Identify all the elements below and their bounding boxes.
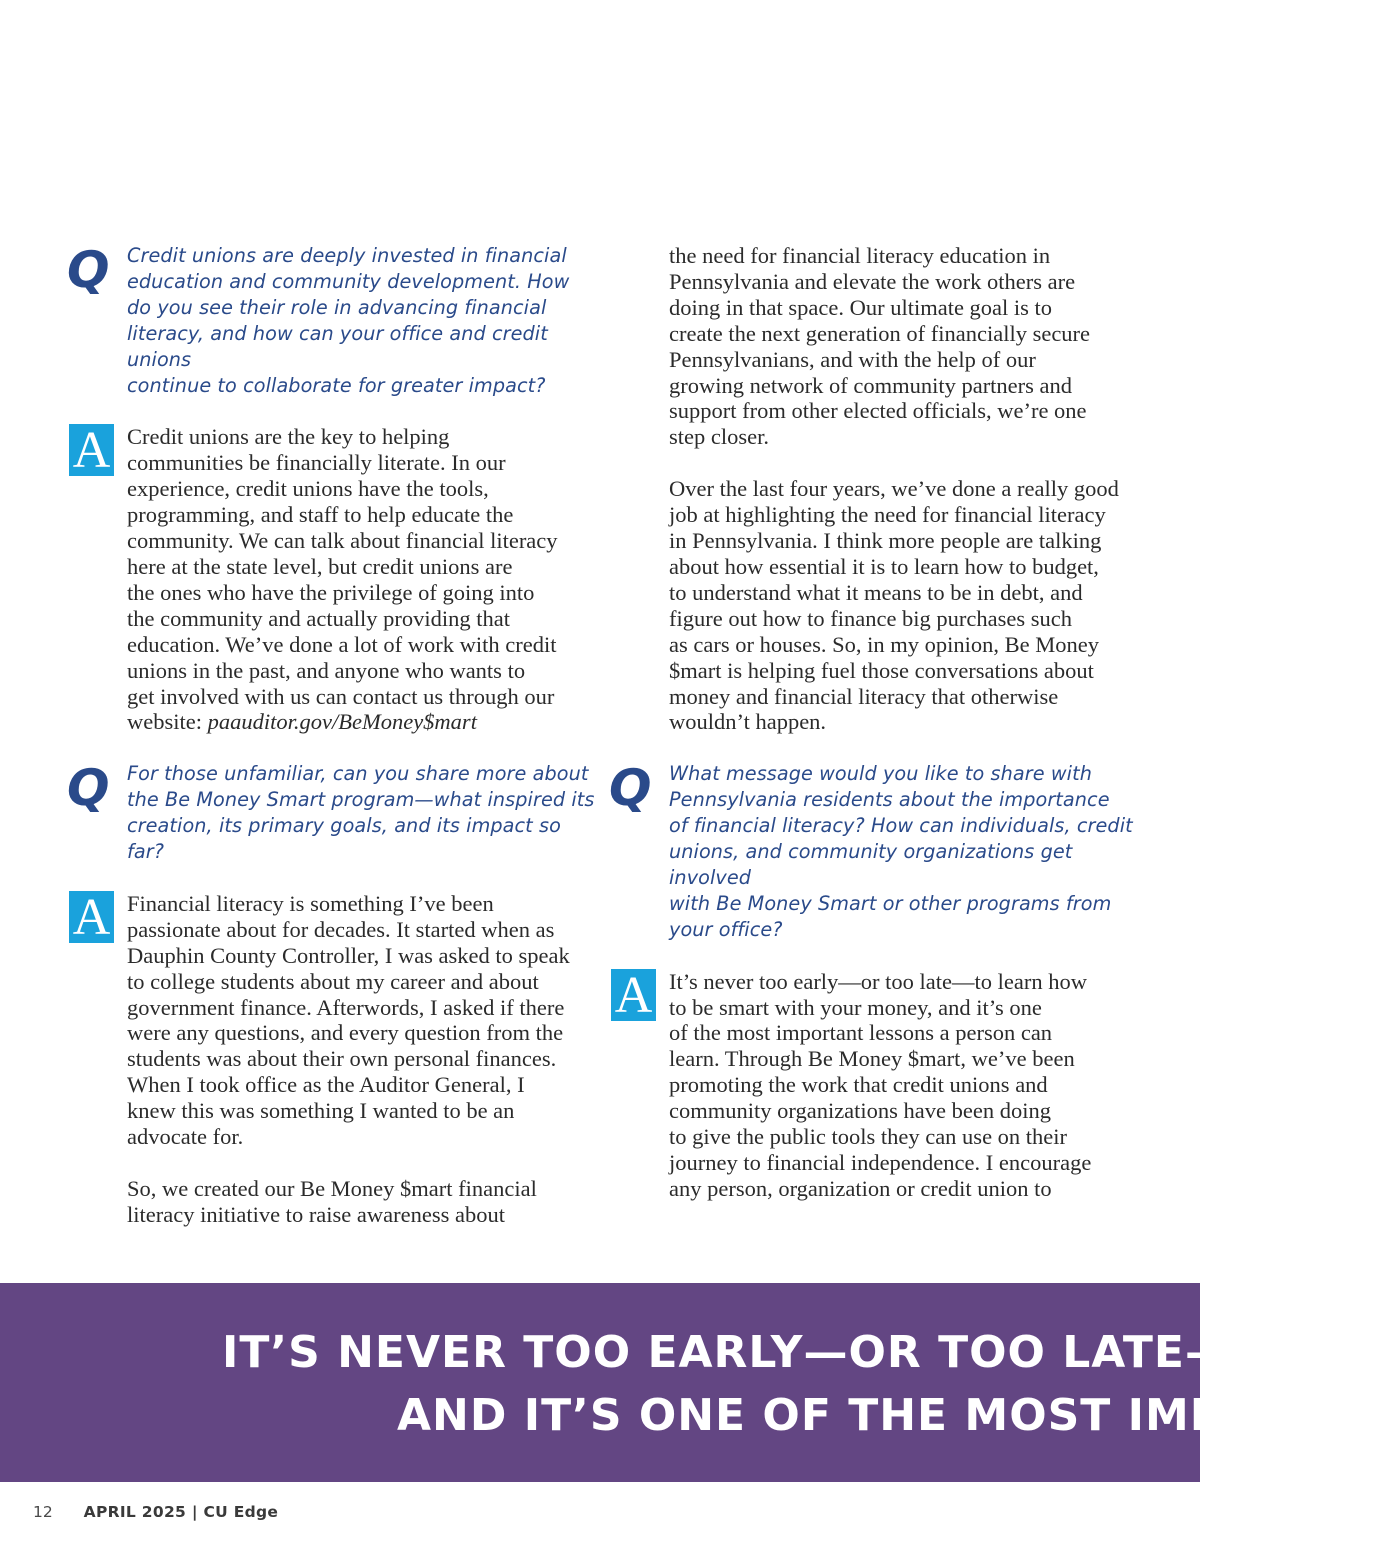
answer-line: So, we created our Be Money $mart financial — [127, 1176, 537, 1201]
answer-line: support from other elected officials, we’re one — [669, 398, 1087, 424]
page-footer — [33, 1503, 278, 1521]
question-line: creation, its primary goals, and its impact so far? — [127, 814, 561, 864]
answer-line: education. We’ve done a lot of work with credit — [127, 631, 557, 657]
question-line: the Be Money Smart program—what inspired its — [127, 788, 595, 812]
answer-line: step closer. — [669, 424, 769, 450]
answer-line: unions in the past, and anyone who wants to — [127, 657, 526, 683]
question-text — [127, 761, 597, 865]
answer-line: the community and actually providing that — [127, 605, 511, 631]
answer-line: journey to financial independence. I encourage — [669, 1150, 1092, 1175]
answer-line: Financial literacy is something I’ve been — [127, 890, 494, 916]
answer-line: government finance. Afterwords, I asked if there — [127, 994, 565, 1020]
publication-name: APRIL 2025 | CU Edge — [83, 1503, 279, 1521]
question-marker: Q — [67, 241, 110, 299]
answer-line: Pennsylvanians, and with the help of our — [669, 346, 1036, 372]
answer-line: students was about their own personal finances. — [127, 1046, 557, 1072]
answer-text — [127, 891, 597, 1150]
answer-line: advocate for. — [127, 1124, 244, 1150]
answer-line: about how essential it is to learn how to budget, — [669, 553, 1099, 579]
question-line: literacy, and how can your office and credit unions — [127, 321, 548, 371]
answer-line: as cars or houses. So, in my opinion, Be Money — [669, 631, 1099, 657]
answer-line: here at the state level, but credit unions are — [127, 553, 513, 579]
question-line: What message would you like to share with — [669, 762, 1092, 786]
answer-line: knew this was something I wanted to be an — [127, 1098, 515, 1124]
question-line: Pennsylvania residents about the importance — [669, 788, 1110, 812]
answer-line: When I took office as the Auditor General, I — [127, 1072, 525, 1098]
answer-line: were any questions, and every question from the — [127, 1020, 564, 1046]
answer-text — [127, 424, 597, 735]
answer-line: to college students about my career and about — [127, 968, 539, 994]
answer-line: to give the public tools they can use on their — [669, 1124, 1068, 1150]
question-line: your office? — [669, 917, 783, 941]
answer-line: experience, credit unions have the tools, — [127, 476, 489, 502]
answer-text — [669, 243, 1139, 450]
answer-line: Pennsylvania and elevate the work others are — [669, 268, 1076, 294]
page-number: 12 — [33, 1503, 53, 1521]
answer-line: doing in that space. Our ultimate goal is to — [669, 294, 1053, 320]
answer-line: community organizations have been doing — [669, 1098, 1051, 1124]
answer-line: create the next generation of financially secure — [669, 320, 1091, 346]
answer-text — [127, 1176, 597, 1228]
question-line: continue to collaborate for greater impact? — [127, 373, 546, 397]
question-block-1 — [67, 243, 597, 398]
question-marker: Q — [67, 759, 110, 818]
question-text — [669, 761, 1139, 942]
answer-line: to be smart with your money, and it’s one — [669, 994, 1042, 1020]
answer-line: money and financial literacy that otherwise — [669, 683, 1059, 709]
answer-line: get involved with us can contact us through our — [127, 683, 555, 709]
answer-line: growing network of community partners and — [669, 372, 1073, 398]
question-line: with Be Money Smart or other programs from — [669, 891, 1112, 915]
pull-quote-line: AND IT’S ONE OF THE MOST IMPORTA — [397, 1390, 1357, 1441]
answer-line: any person, organization or credit union to — [669, 1175, 1052, 1201]
answer-line: figure out how to finance big purchases such — [669, 605, 1073, 631]
question-line: do you see their role in advancing financial — [127, 295, 547, 319]
answer-marker: A — [69, 424, 114, 476]
answer-line: literacy initiative to raise awareness about — [127, 1201, 505, 1227]
question-block-2 — [67, 761, 597, 865]
answer-line: website: — [127, 709, 208, 735]
answer-line: job at highlighting the need for financial literacy — [669, 502, 1106, 528]
right-column — [609, 243, 1139, 1202]
answer-block-2 — [67, 888, 597, 1228]
question-line: Credit unions are deeply invested in financial — [127, 244, 567, 267]
question-block-3 — [609, 761, 1139, 942]
answer-line: the ones who have the privilege of going into — [127, 579, 535, 605]
answer-continuation — [609, 243, 1139, 735]
answer-line: programming, and staff to help educate the — [127, 502, 514, 528]
answer-line: learn. Through Be Money $mart, we’ve been — [669, 1046, 1075, 1072]
question-marker: Q — [609, 759, 652, 818]
answer-line: It’s never too early—or too late—to learn how — [669, 968, 1087, 994]
answer-line: Dauphin County Controller, I was asked to speak — [127, 942, 570, 968]
answer-line: promoting the work that credit unions and — [669, 1072, 1048, 1098]
answer-text — [669, 476, 1139, 735]
answer-line: the need for financial literacy education in — [669, 243, 1051, 268]
answer-block-1 — [67, 424, 597, 735]
pull-quote-banner — [0, 1283, 1376, 1482]
question-line: of financial literacy? How can individuals, credit — [669, 814, 1133, 838]
answer-line: Over the last four years, we’ve done a really good — [669, 476, 1119, 502]
question-line: education and community development. How — [127, 269, 570, 293]
answer-line: $mart is helping fuel those conversations about — [669, 657, 1094, 683]
answer-marker: A — [611, 969, 656, 1021]
answer-line: to understand what it means to be in debt, and — [669, 579, 1083, 605]
answer-text — [669, 969, 1139, 1202]
answer-line: communities be financially literate. In our — [127, 450, 506, 476]
pull-quote-line: IT’S NEVER TOO EARLY—OR TOO LATE—TO LE — [222, 1327, 1376, 1378]
question-line: unions, and community organizations get involved — [669, 840, 1073, 889]
answer-line: passionate about for decades. It started when as — [127, 916, 555, 942]
answer-line: Credit unions are the key to helping — [127, 424, 450, 450]
answer-line: of the most important lessons a person can — [669, 1020, 1053, 1046]
answer-line: community. We can talk about financial literacy — [127, 528, 558, 554]
answer-marker: A — [69, 891, 114, 943]
left-column — [67, 243, 597, 1228]
answer-block-3 — [609, 966, 1139, 1202]
answer-line: wouldn’t happen. — [669, 709, 827, 735]
website-link[interactable]: paauditor.gov/BeMoney$mart — [207, 709, 477, 735]
question-text — [127, 243, 597, 398]
question-line: For those unfamiliar, can you share more about — [127, 762, 589, 786]
answer-line: in Pennsylvania. I think more people are talking — [669, 528, 1102, 554]
